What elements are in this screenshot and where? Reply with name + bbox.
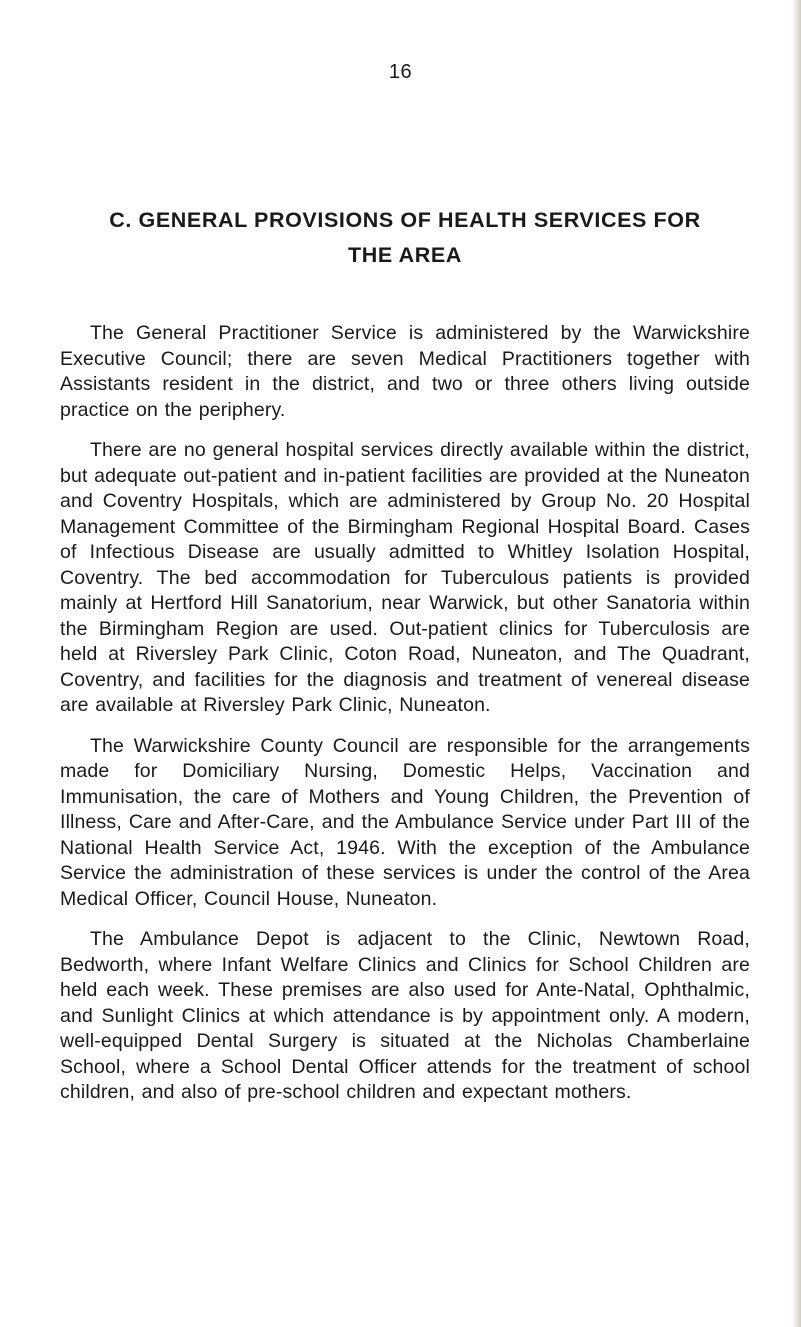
page-number: 16: [388, 61, 413, 83]
paragraph-general-practitioner: The General Practitioner Service is administered by the Warwickshire Executive Council; there are seven Medical Practitioners together with Assistants resident in the district, and two or three others living outside practice on the periphery.: [60, 322, 750, 421]
section-heading-line-2: THE AREA: [348, 243, 462, 267]
section-heading-line-1: C. GENERAL PROVISIONS OF HEALTH SERVICES FOR: [109, 208, 701, 232]
body-text: [60, 321, 750, 1121]
section-heading: [60, 203, 750, 273]
page-edge-shadow: [792, 0, 801, 1327]
paragraph-hospital-services: There are no general hospital services directly available within the district, but adequate out-patient and in-patient facilities are provided at the Nuneaton and Coventry Hospitals, which are administered by Group No. 20 Hospital Management Committee of the Birmingham Regional Hospital Board. Cases of Infectious Disease are usually admitted to Whitley Isolation Hospital, Coventry. The bed accommodation for Tuberculous patients is provided mainly at Hertford Hill Sanatorium, near Warwick, but other Sanatoria within the Birmingham Region are used. Out-patient clinics for Tuberculosis are held at Riversley Park Clinic, Coton Road, Nuneaton, and The Quadrant, Coventry, and facilities for the diagnosis and treatment of venereal disease are available at Riversley Park Clinic, Nuneaton.: [60, 439, 750, 716]
paragraph-ambulance-depot: The Ambulance Depot is adjacent to the Clinic, Newtown Road, Bedworth, where Infant Welfare Clinics and Clinics for School Children are held each week. These premises are also used for Ante-Natal, Ophthalmic, and Sunlight Clinics at which attendance is by appointment only. A modern, well-equipped Dental Surgery is situated at the Nicholas Chamberlaine School, where a School Dental Officer attends for the treatment of school children, and also of pre-school children and expectant mothers.: [60, 928, 750, 1103]
paragraph-county-council: The Warwickshire County Council are responsible for the arrangements made for Domiciliary Nursing, Domestic Helps, Vaccination and Immunisation, the care of Mothers and Young Children, the Prevention of Illness, Care and After-Care, and the Ambulance Service under Part III of the National Health Service Act, 1946. With the exception of the Ambulance Service the administration of these services is under the control of the Area Medical Officer, Council House, Nuneaton.: [60, 734, 750, 910]
